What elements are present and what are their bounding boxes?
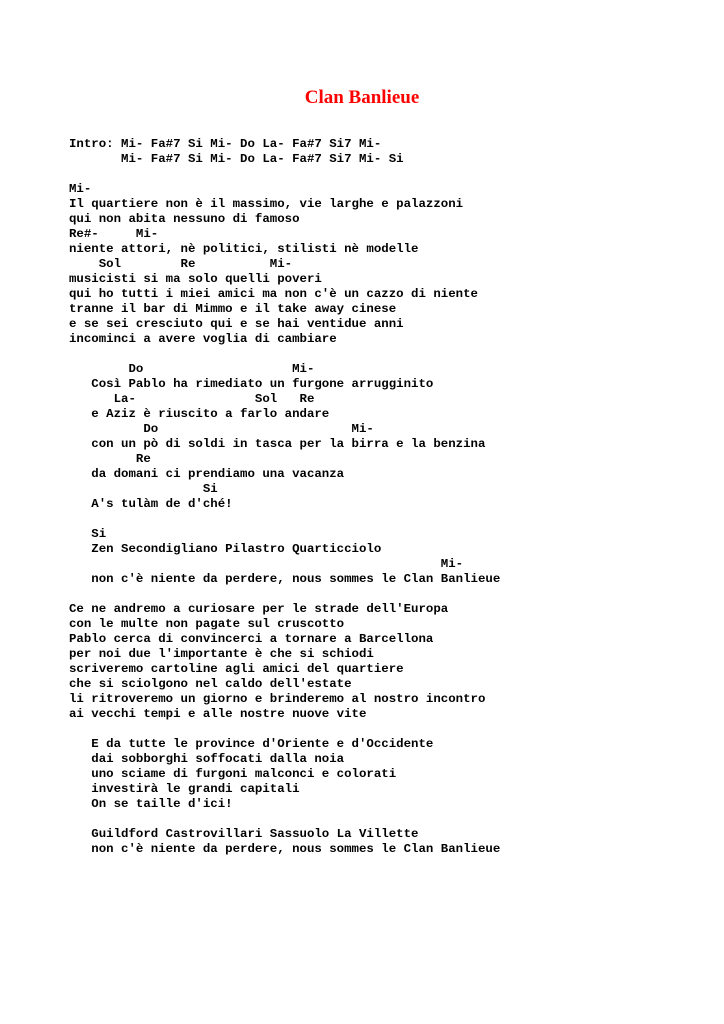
lyric-line: che si sciolgono nel caldo dell'estate (69, 677, 352, 691)
chord-line: Mi- (69, 557, 464, 571)
blank-line (69, 512, 500, 527)
lyric-line: E da tutte le province d'Oriente e d'Occidente (69, 737, 434, 751)
lyrics-with-chords (69, 137, 500, 857)
lyric-line: non c'è niente da perdere, nous sommes le Clan Banlieue (69, 572, 501, 586)
lyric-line: Così Pablo ha rimediato un furgone arrugginito (69, 377, 434, 391)
lyric-line: li ritroveremo un giorno e brinderemo al nostro incontro (69, 692, 486, 706)
lyric-line: Ce ne andremo a curiosare per le strade dell'Europa (69, 602, 449, 616)
lyric-line: Intro: Mi- Fa#7 Si Mi- Do La- Fa#7 Si7 Mi- (69, 137, 382, 151)
lyric-line: ai vecchi tempi e alle nostre nuove vite (69, 707, 367, 721)
chord-line: Si (69, 482, 218, 496)
lyric-line: da domani ci prendiamo una vacanza (69, 467, 345, 481)
song-title: Clan Banlieue (304, 87, 420, 108)
chord-line: Re#- Mi- (69, 227, 159, 241)
chord-line: Re (69, 452, 151, 466)
lyric-line: Il quartiere non è il massimo, vie larghe e palazzoni (69, 197, 464, 211)
lyric-line: scriveremo cartoline agli amici del quartiere (69, 662, 404, 676)
lyric-line: incominci a avere voglia di cambiare (69, 332, 337, 346)
blank-line (69, 347, 500, 362)
chord-line: La- Sol Re (69, 392, 315, 406)
lyric-line: qui ho tutti i miei amici ma non c'è un cazzo di niente (69, 287, 478, 301)
blank-line (69, 812, 500, 827)
lyric-line: Pablo cerca di convincerci a tornare a Barcellona (69, 632, 434, 646)
blank-line (69, 167, 500, 182)
lyric-line: Guildford Castrovillari Sassuolo La Villette (69, 827, 419, 841)
lyric-line: con le multe non pagate sul cruscotto (69, 617, 345, 631)
lyric-line: musicisti si ma solo quelli poveri (69, 272, 322, 286)
chord-line: Mi- Fa#7 Si Mi- Do La- Fa#7 Si7 Mi- Si (69, 152, 404, 166)
lyric-line: dai sobborghi soffocati dalla noia (69, 752, 345, 766)
blank-line (69, 587, 500, 602)
lyric-line: qui non abita nessuno di famoso (69, 212, 300, 226)
lyric-line: non c'è niente da perdere, nous sommes le Clan Banlieue (69, 842, 501, 856)
lyric-line: e se sei cresciuto qui e se hai ventidue anni (69, 317, 404, 331)
lyric-line: con un pò di soldi in tasca per la birra e la benzina (69, 437, 486, 451)
lyric-line: On se taille d'ici! (69, 797, 233, 811)
chord-line: Sol Re Mi- (69, 257, 293, 271)
lyric-line: uno sciame di furgoni malconci e colorati (69, 767, 397, 781)
lyric-line: per noi due l'importante è che si schiodi (69, 647, 374, 661)
lyric-line: A's tulàm de d'ché! (69, 497, 233, 511)
lyric-line: Zen Secondigliano Pilastro Quarticciolo (69, 542, 382, 556)
chord-line: Do Mi- (69, 422, 374, 436)
lyric-line: e Aziz è riuscito a farlo andare (69, 407, 330, 421)
chord-line: Mi- (69, 182, 92, 196)
lyric-line: niente attori, nè politici, stilisti nè modelle (69, 242, 419, 256)
chord-line: Do Mi- (69, 362, 315, 376)
blank-line (69, 722, 500, 737)
lyric-line: investirà le grandi capitali (69, 782, 300, 796)
chord-line: Si (69, 527, 107, 541)
lyric-line: tranne il bar di Mimmo e il take away cinese (69, 302, 397, 316)
